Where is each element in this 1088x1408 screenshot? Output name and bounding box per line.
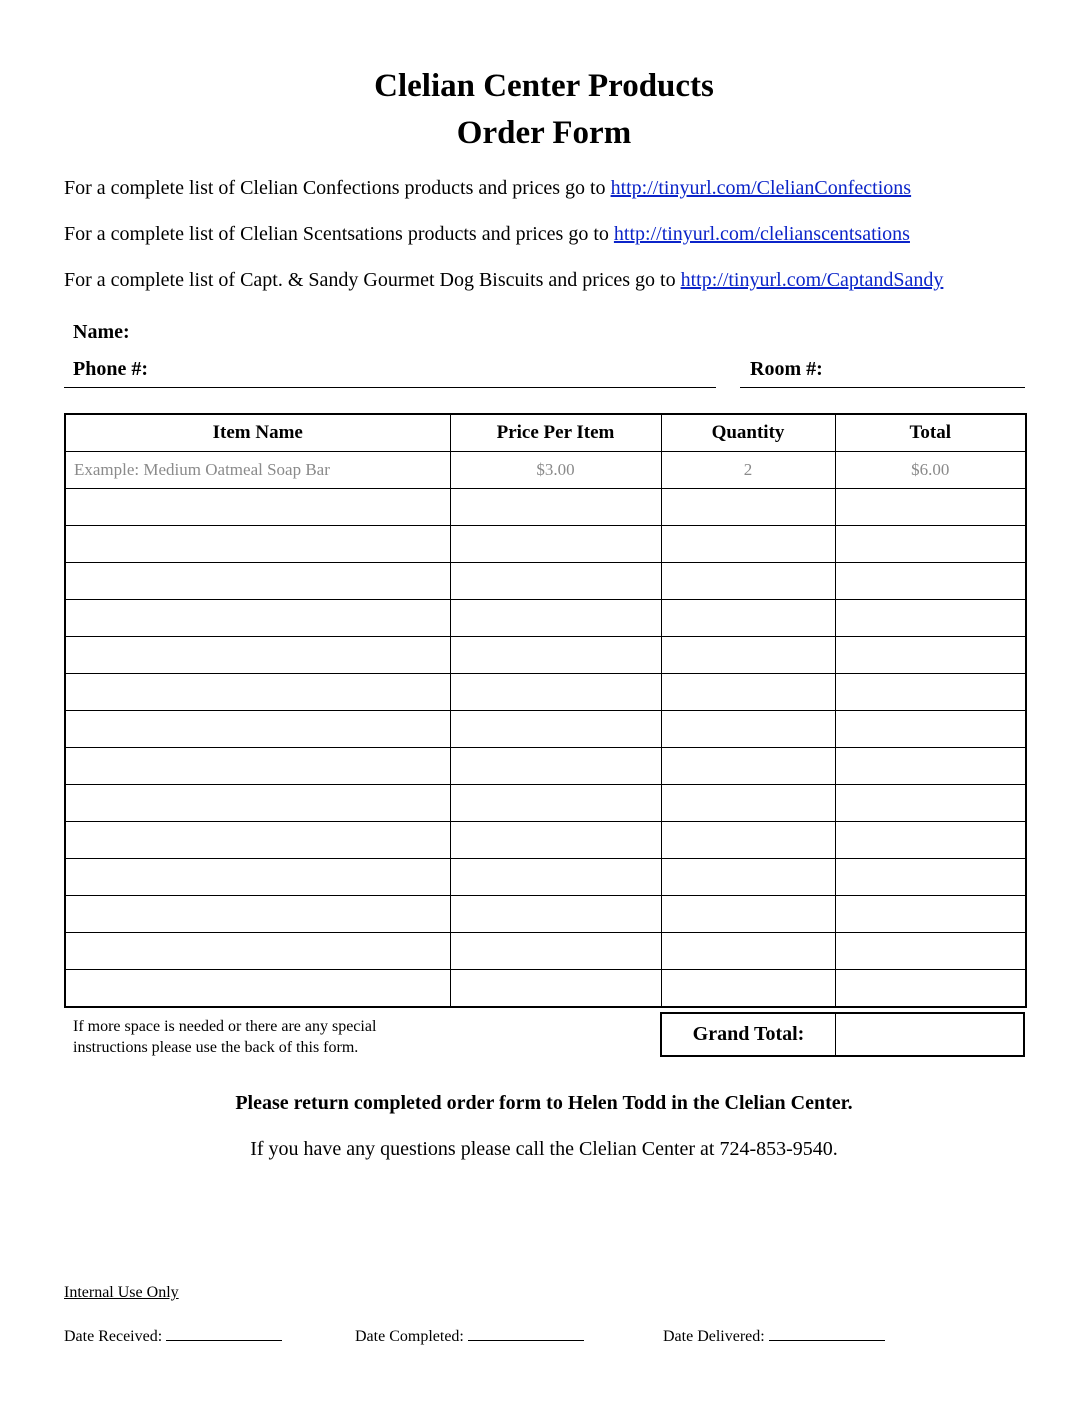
- total-cell[interactable]: [835, 489, 1026, 526]
- scentsations-link[interactable]: http://tinyurl.com/clelianscentsations: [613, 223, 910, 245]
- dog-biscuits-link[interactable]: http://tinyurl.com/CaptandSandy: [680, 269, 944, 291]
- date-received-label: Date Received:: [64, 1328, 163, 1345]
- total-cell[interactable]: [835, 859, 1026, 896]
- date-delivered-field: [663, 1326, 885, 1346]
- quantity-cell[interactable]: [661, 933, 835, 970]
- col-header-total: Total: [835, 414, 1026, 452]
- item-cell[interactable]: [65, 859, 450, 896]
- total-cell[interactable]: [835, 526, 1026, 563]
- quantity-cell[interactable]: [661, 600, 835, 637]
- date-received-blank[interactable]: [166, 1326, 282, 1341]
- quantity-cell[interactable]: [661, 970, 835, 1008]
- example-row: [65, 452, 1026, 489]
- page-subtitle: Order Form: [456, 115, 632, 151]
- grand-total-cell[interactable]: [836, 1013, 1025, 1056]
- item-cell[interactable]: [65, 711, 450, 748]
- table-row: [65, 822, 1026, 859]
- col-header-price: Price Per Item: [450, 414, 661, 452]
- price-cell[interactable]: [450, 674, 661, 711]
- name-label: Name:: [73, 321, 130, 343]
- quantity-cell[interactable]: [661, 526, 835, 563]
- item-cell[interactable]: [65, 896, 450, 933]
- total-cell[interactable]: [835, 933, 1026, 970]
- room-label: Room #:: [750, 358, 823, 380]
- item-cell[interactable]: [65, 526, 450, 563]
- table-row: [65, 859, 1026, 896]
- item-cell[interactable]: [65, 600, 450, 637]
- table-row: [65, 785, 1026, 822]
- grand-total-label: Grand Total:: [661, 1013, 836, 1056]
- price-cell[interactable]: [450, 600, 661, 637]
- item-cell[interactable]: [65, 489, 450, 526]
- item-cell[interactable]: [65, 563, 450, 600]
- table-row: [65, 748, 1026, 785]
- col-header-item: Item Name: [65, 414, 450, 452]
- price-cell[interactable]: [450, 859, 661, 896]
- item-cell[interactable]: [65, 933, 450, 970]
- price-cell[interactable]: [450, 711, 661, 748]
- quantity-cell[interactable]: [661, 637, 835, 674]
- total-cell[interactable]: [835, 785, 1026, 822]
- total-cell[interactable]: [835, 711, 1026, 748]
- quantity-cell[interactable]: [661, 859, 835, 896]
- price-cell[interactable]: [450, 822, 661, 859]
- total-cell[interactable]: [835, 563, 1026, 600]
- phone-label: Phone #:: [73, 358, 148, 380]
- info-line-scentsations: [64, 222, 910, 246]
- table-row: [65, 896, 1026, 933]
- example-item: Example: Medium Oatmeal Soap Bar: [65, 452, 450, 489]
- item-cell[interactable]: [65, 785, 450, 822]
- price-cell[interactable]: [450, 896, 661, 933]
- table-row: [65, 526, 1026, 563]
- item-cell[interactable]: [65, 970, 450, 1008]
- item-cell[interactable]: [65, 822, 450, 859]
- quantity-cell[interactable]: [661, 785, 835, 822]
- price-cell[interactable]: [450, 526, 661, 563]
- date-completed-field: [355, 1326, 584, 1346]
- table-row: [65, 970, 1026, 1008]
- table-row: [65, 489, 1026, 526]
- quantity-cell[interactable]: [661, 674, 835, 711]
- table-row: [65, 637, 1026, 674]
- total-cell[interactable]: [835, 896, 1026, 933]
- quantity-cell[interactable]: [661, 711, 835, 748]
- total-cell[interactable]: [835, 600, 1026, 637]
- questions-contact: If you have any questions please call the Clelian Center at 724-853-9540.: [250, 1138, 838, 1160]
- price-cell[interactable]: [450, 563, 661, 600]
- date-delivered-label: Date Delivered:: [663, 1328, 765, 1345]
- info-text: For a complete list of Clelian Scentsations products and prices go to: [64, 223, 614, 245]
- quantity-cell[interactable]: [661, 896, 835, 933]
- info-text: For a complete list of Clelian Confections products and prices go to: [64, 177, 611, 199]
- item-cell[interactable]: [65, 637, 450, 674]
- total-cell[interactable]: [835, 970, 1026, 1008]
- total-cell[interactable]: [835, 637, 1026, 674]
- quantity-cell[interactable]: [661, 489, 835, 526]
- quantity-cell[interactable]: [661, 563, 835, 600]
- table-row: [65, 674, 1026, 711]
- order-table: [64, 413, 1027, 1008]
- price-cell[interactable]: [450, 970, 661, 1008]
- special-instructions-note: If more space is needed or there are any special instructions please use the back of this form.: [73, 1018, 377, 1056]
- table-row: [65, 711, 1026, 748]
- price-cell[interactable]: [450, 748, 661, 785]
- col-header-quantity: Quantity: [661, 414, 835, 452]
- phone-field-line[interactable]: [64, 387, 716, 388]
- confections-link[interactable]: http://tinyurl.com/ClelianConfections: [610, 177, 912, 199]
- item-cell[interactable]: [65, 748, 450, 785]
- table-row: [65, 563, 1026, 600]
- internal-use-label: Internal Use Only: [64, 1284, 179, 1301]
- price-cell[interactable]: [450, 637, 661, 674]
- total-cell[interactable]: [835, 748, 1026, 785]
- price-cell[interactable]: [450, 785, 661, 822]
- item-cell[interactable]: [65, 674, 450, 711]
- date-delivered-blank[interactable]: [769, 1326, 885, 1341]
- table-row: [65, 600, 1026, 637]
- return-instructions: Please return completed order form to Helen Todd in the Clelian Center.: [235, 1092, 853, 1114]
- table-header-row: [65, 414, 1026, 452]
- grand-total-box: [660, 1012, 1025, 1057]
- total-cell[interactable]: [835, 822, 1026, 859]
- price-cell[interactable]: [450, 489, 661, 526]
- date-completed-blank[interactable]: [468, 1326, 584, 1341]
- info-line-dog-biscuits: [64, 268, 943, 292]
- price-cell[interactable]: [450, 933, 661, 970]
- info-line-confections: [64, 176, 911, 200]
- example-price: $3.00: [450, 452, 661, 489]
- table-row: [65, 933, 1026, 970]
- total-cell[interactable]: [835, 674, 1026, 711]
- page-title: Clelian Center Products: [374, 68, 714, 104]
- example-quantity: 2: [661, 452, 835, 489]
- quantity-cell[interactable]: [661, 822, 835, 859]
- date-received-field: [64, 1326, 282, 1346]
- room-field-line[interactable]: [740, 387, 1025, 388]
- info-text: For a complete list of Capt. & Sandy Gourmet Dog Biscuits and prices go to: [64, 269, 681, 291]
- example-total: $6.00: [835, 452, 1026, 489]
- date-completed-label: Date Completed:: [355, 1328, 464, 1345]
- quantity-cell[interactable]: [661, 748, 835, 785]
